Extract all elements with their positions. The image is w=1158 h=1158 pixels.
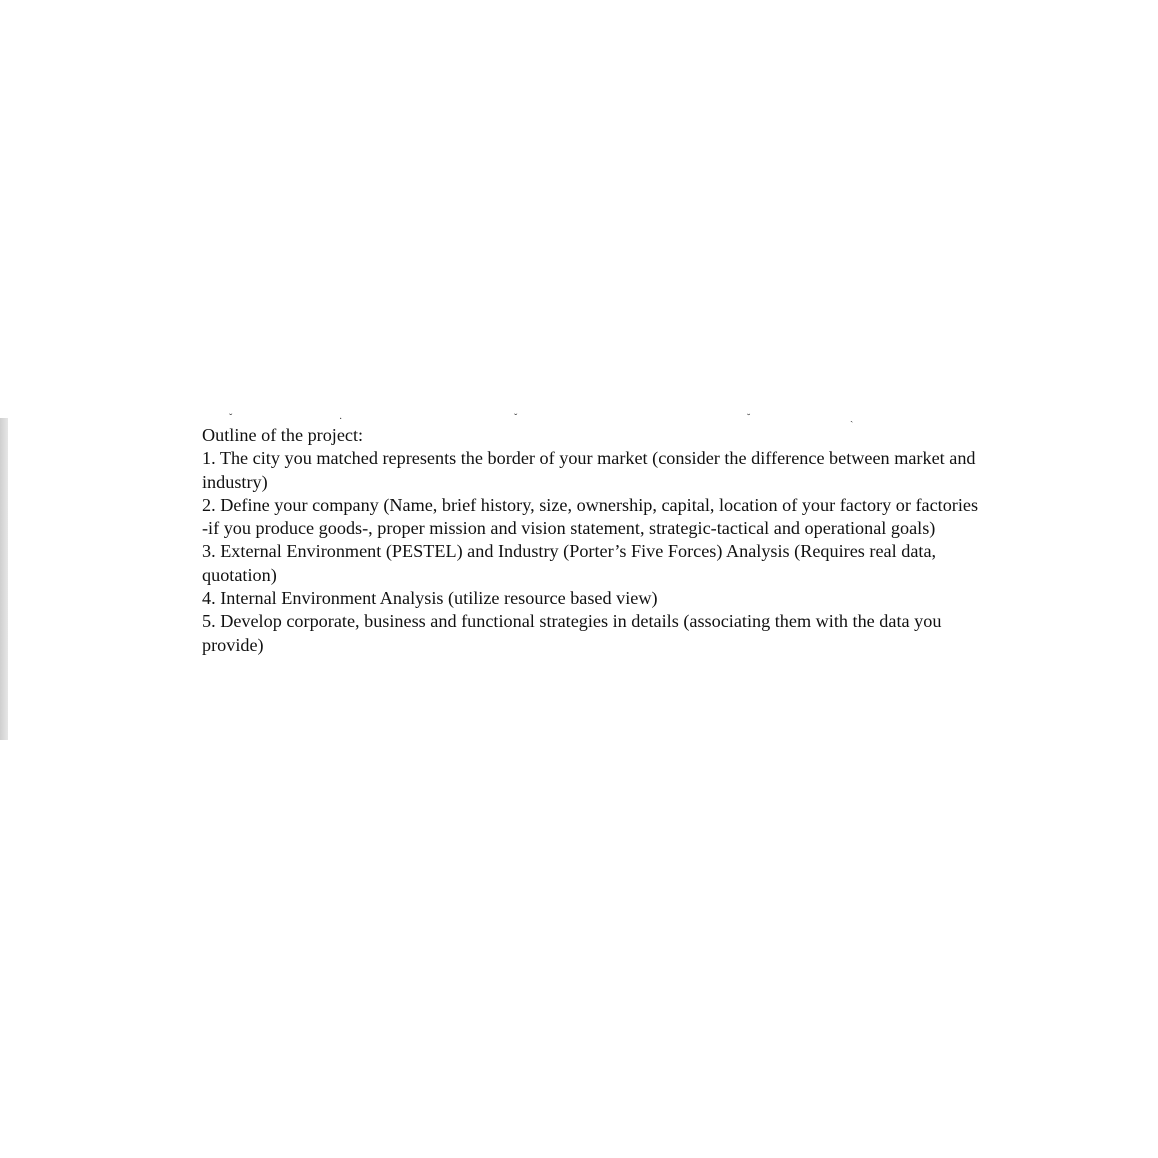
outline-heading: Outline of the project: xyxy=(202,425,364,445)
outline-item-1: 1. The city you matched represents the border of your market (consider the difference between market and industry) xyxy=(202,448,976,492)
project-outline xyxy=(202,424,982,657)
cropped-mark: ˇ xyxy=(514,413,518,424)
outline-item-3: 3. External Environment (PESTEL) and Industry (Porter’s Five Forces) Analysis (Requires real data, quotation) xyxy=(202,541,937,585)
cropped-mark: ˘ xyxy=(747,413,751,424)
cropped-mark: ˇ xyxy=(229,413,233,424)
cropped-mark: ˏ xyxy=(850,412,854,423)
outline-item-4: 4. Internal Environment Analysis (utilize resource based view) xyxy=(202,588,658,609)
outline-item-2: 2. Define your company (Name, brief history, size, ownership, capital, location of your factory or factories -if you produce goods-, proper mission and vision statement, strategic-tactical and operational goals) xyxy=(202,494,979,539)
outline-item-5: 5. Develop corporate, business and functional strategies in details (associating them with the data you provide) xyxy=(202,611,942,655)
cropped-mark: · xyxy=(339,414,343,425)
cropped-text-fragments xyxy=(0,412,1158,425)
page-edge-shadow xyxy=(0,418,8,740)
